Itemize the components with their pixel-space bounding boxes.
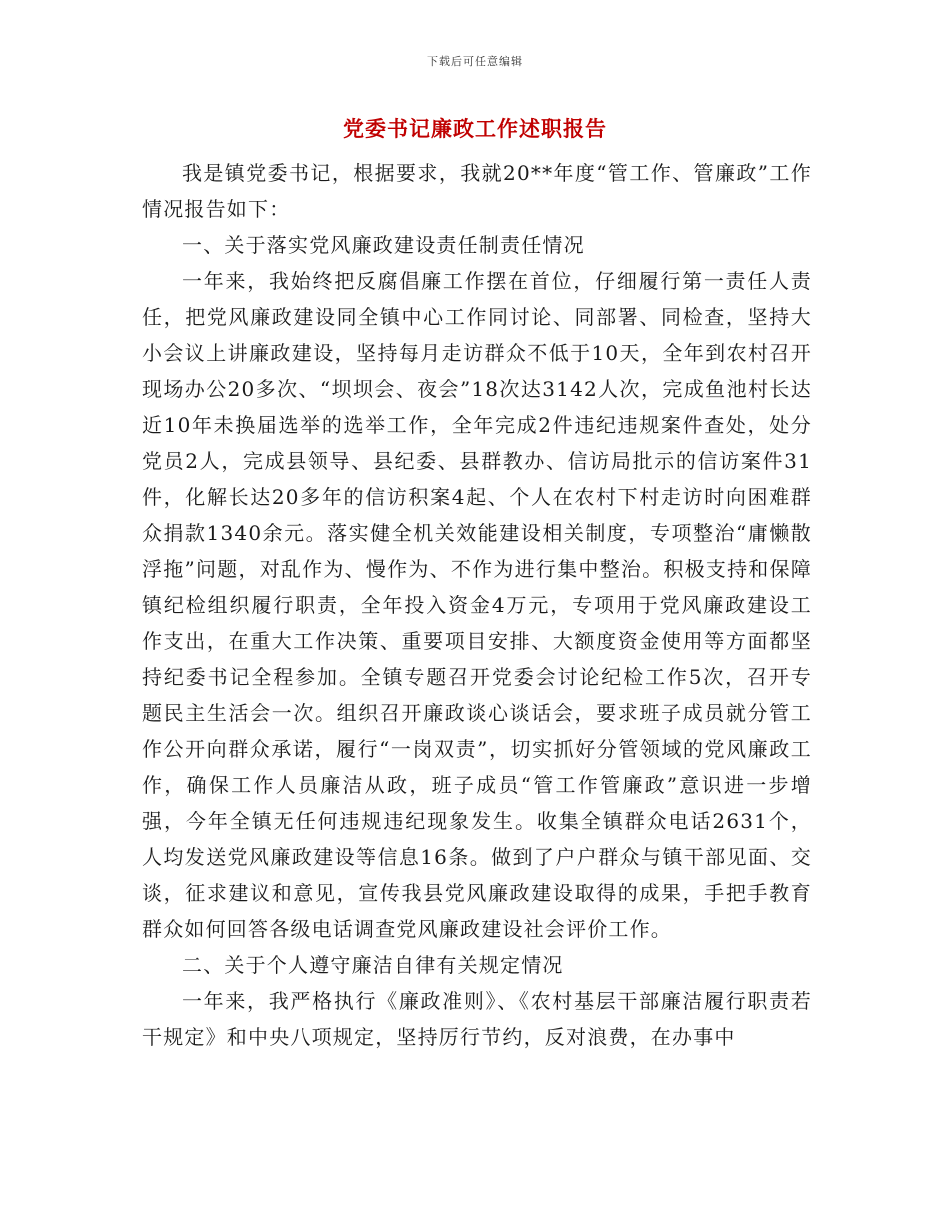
section-heading-2: 二、关于个人遵守廉洁自律有关规定情况 [182,953,564,977]
header-note: 下载后可任意编辑 [427,55,523,68]
paragraph-intro: 我是镇党委书记，根据要求，我就20**年度“管工作、管廉政”工作情况报告如下： [142,161,812,221]
paragraph-section-2: 一年来，我严格执行《廉政准则》、《农村基层干部廉洁履行职责若干规定》和中央八项规定，坚持厉行节约，反对浪费，在办事中 [142,989,812,1049]
document-title: 党委书记廉政工作述职报告 [343,116,607,141]
paragraph-section-1: 一年来，我始终把反腐倡廉工作摆在首位，仔细履行第一责任人责任，把党风廉政建设同全镇中心工作同讨论、同部署、同检查，坚持大小会议上讲廉政建设，坚持每月走访群众不低于10天，全年到农村召开现场办公20多次、“坝坝会、夜会”18次达3142人次，完成鱼池村长达近10年未换届选举的选举工作，全年完成2件违纪违规案件查处，处分党员2人，完成县领导、县纪委、县群教办、信访局批示的信访案件31件，化解长达20多年的信访积案4起、个人在农村下村走访时向困难群众捐款1340余元。落实健全机关效能建设相关制度，专项整治“庸懒散浮拖”问题，对乱作为、慢作为、不作为进行集中整治。积极支持和保障镇纪检组织履行职责，全年投入资金4万元，专项用于党风廉政建设工作支出，在重大工作决策、重要项目安排、大额度资金使用等方面都坚持纪委书记全程参加。全镇专题召开党委会讨论纪检工作5次，召开专题民主生活会一次。组织召开廉政谈心谈话会，要求班子成员就分管工作公开向群众承诺，履行“一岗双责”，切实抓好分管领域的党风廉政工作，确保工作人员廉洁从政，班子成员“管工作管廉政”意识进一步增强，今年全镇无任何违规违纪现象发生。收集全镇群众电话2631个，人均发送党风廉政建设等信息16条。做到了户户群众与镇干部见面、交谈，征求建议和意见，宣传我县党风廉政建设取得的成果，手把手教育群众如何回答各级电话调查党风廉政建设社会评价工作。 [142,269,812,941]
section-heading-1: 一、关于落实党风廉政建设责任制责任情况 [182,233,585,257]
document-body [142,155,812,1055]
